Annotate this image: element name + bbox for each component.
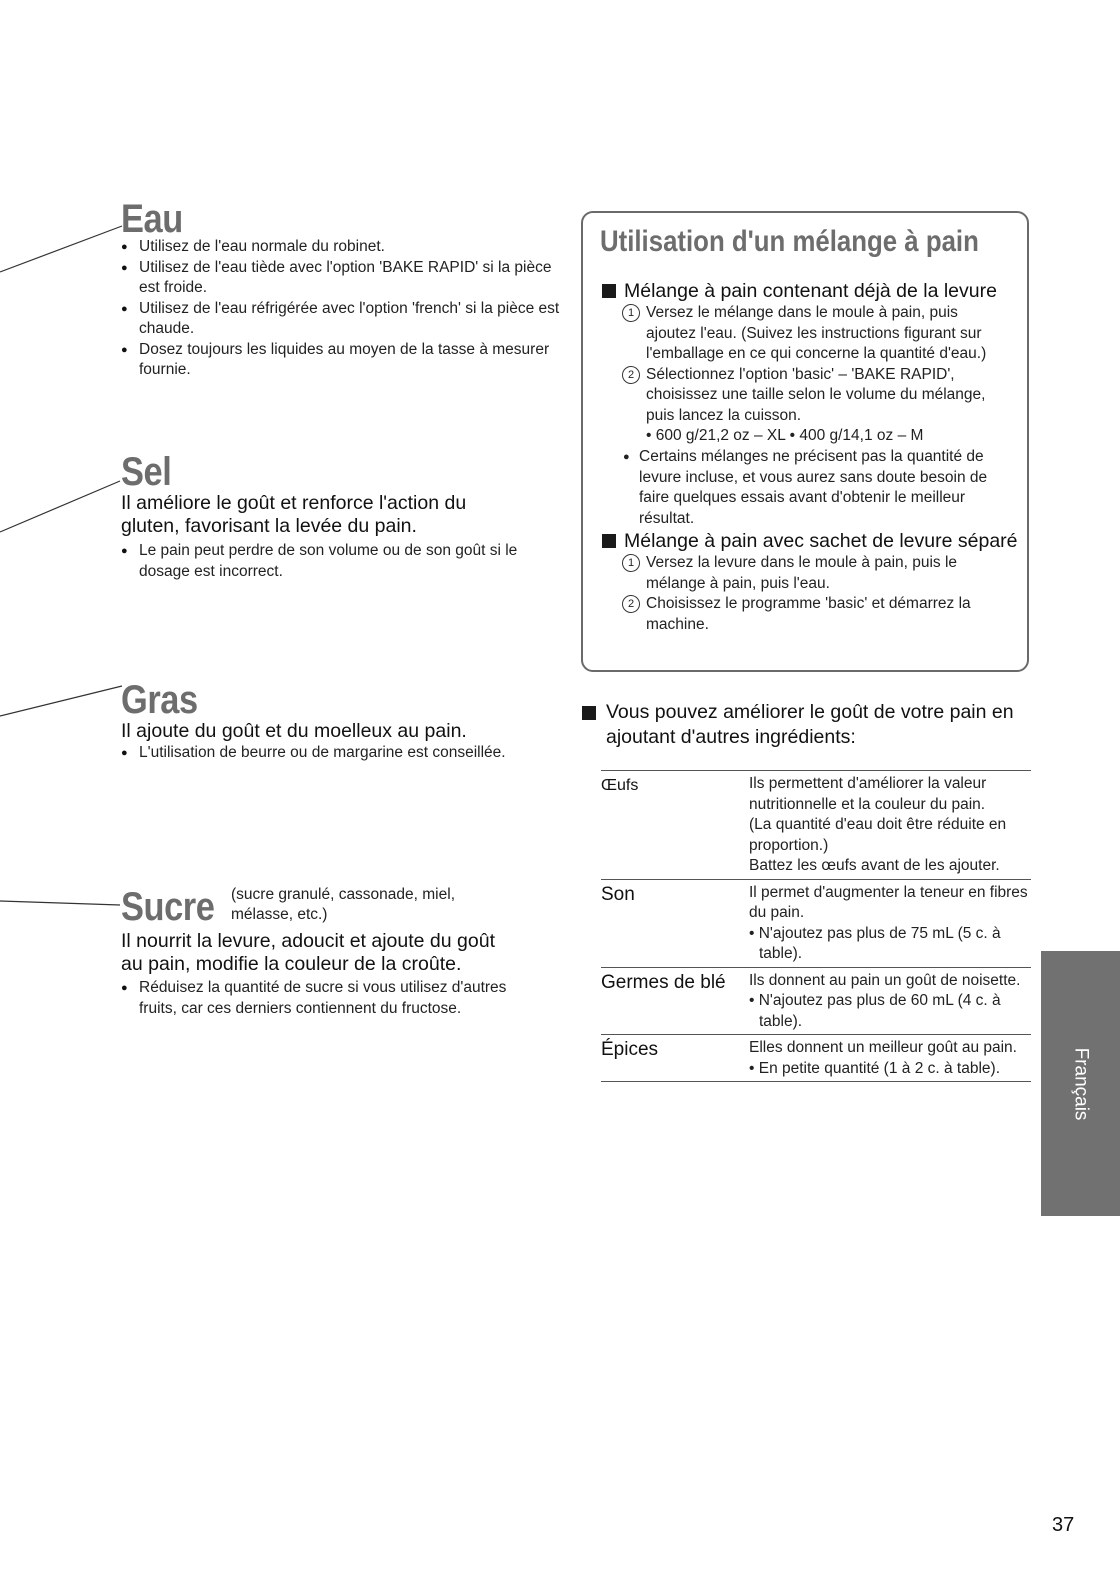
panel-subheading-2 <box>602 530 1018 553</box>
description-line: Elles donnent un meilleur goût au pain. <box>749 1039 1017 1056</box>
ingredient-name: Germes de blé <box>601 971 726 993</box>
table-row <box>601 967 1031 1035</box>
sucre-leader-line <box>0 901 120 905</box>
sucre-title: Sucre <box>121 885 215 929</box>
step-text: Versez la levure dans le moule à pain, puis le mélange à pain, puis l'eau. <box>646 554 958 592</box>
list-item: ● Le pain peut perdre de son volume ou de son goût si le dosage est incorrect. <box>121 541 521 582</box>
description-line: (La quantité d'eau doit être réduite en proportion.) <box>749 816 1007 854</box>
description-line: • En petite quantité (1 à 2 c. à table). <box>749 1059 1000 1077</box>
sel-title: Sel <box>121 450 172 494</box>
sucre-bullet-list <box>121 978 521 1019</box>
language-tab-label: Français <box>1070 1047 1092 1120</box>
step-text: Sélectionnez l'option 'basic' – 'BAKE RAPID', choisissez une taille selon le volume du mélange, puis lancez la cuisson. <box>646 365 986 424</box>
panel-subheading-1 <box>602 280 997 303</box>
description-line: Il permet d'augmenter la teneur en fibres du pain. <box>749 883 1028 921</box>
panel-subheading-1-label: Mélange à pain contenant déjà de la levure <box>624 280 997 302</box>
sel-leader-line <box>0 481 120 532</box>
list-item: ● Dosez toujours les liquides au moyen de la tasse à mesurer fournie. <box>121 340 571 381</box>
step-text: Choisissez le programme 'basic' et démarrez la machine. <box>646 595 971 633</box>
sucre-intro: Il nourrit la levure, adoucit et ajoute du goût au pain, modifie la couleur de la croûte. <box>121 930 495 975</box>
ingredient-description <box>749 771 1031 880</box>
gras-bullet-list <box>121 743 541 764</box>
ingredient-description <box>749 879 1031 967</box>
ingredient-name: Œufs <box>601 777 639 794</box>
circled-number-icon: 2 <box>622 595 640 613</box>
description-line: • N'ajoutez pas plus de 75 mL (5 c. à table). <box>749 924 1001 962</box>
table-row <box>601 1035 1031 1082</box>
eau-leader-line <box>0 226 122 272</box>
gras-title: Gras <box>121 678 198 722</box>
circled-number-icon: 2 <box>622 366 640 384</box>
panel-note-list <box>623 447 1015 529</box>
description-line: Ils donnent au pain un goût de noisette. <box>749 971 1021 989</box>
list-item: ● Utilisez de l'eau tiède avec l'option 'BAKE RAPID' si la pièce est froide. <box>121 258 571 299</box>
sel-intro: Il améliore le goût et renforce l'action du gluten, favorisant la levée du pain. <box>121 492 467 537</box>
description-line: Battez les œufs avant de les ajouter. <box>749 857 1000 874</box>
list-item: ● Réduisez la quantité de sucre si vous utilisez d'autres fruits, car ces derniers contiennent du fructose. <box>121 978 521 1019</box>
step-text: Versez le mélange dans le moule à pain, puis ajoutez l'eau. (Suivez les instructions figurant sur l'emballage en ce qui concerne la quantité d'eau.) <box>646 304 987 362</box>
list-item: ● Certains mélanges ne précisent pas la quantité de levure incluse, et vous aurez sans doute besoin de faire quelques essais avant d'obtenir le meilleur résultat. <box>623 447 1015 529</box>
ingredients-table <box>601 770 1031 1082</box>
table-row <box>601 879 1031 967</box>
leader-lines <box>0 0 130 1000</box>
circled-number-icon: 1 <box>622 304 640 322</box>
gras-intro: Il ajoute du goût et du moelleux au pain. <box>121 720 467 742</box>
improve-heading <box>582 700 1046 750</box>
list-item <box>622 553 1012 594</box>
size-options: • 600 g/21,2 oz – XL • 400 g/14,1 oz – M <box>646 427 924 444</box>
sel-bullet-list <box>121 541 521 582</box>
square-bullet-icon <box>582 706 596 720</box>
circled-number-icon: 1 <box>622 554 640 572</box>
ingredient-name: Épices <box>601 1039 659 1060</box>
improve-heading-label: Vous pouvez améliorer le goût de votre pain en ajoutant d'autres ingrédients: <box>606 701 1014 748</box>
panel-steps-2 <box>622 553 1012 635</box>
ingredient-description <box>749 967 1031 1035</box>
list-item: ● Utilisez de l'eau réfrigérée avec l'option 'french' si la pièce est chaude. <box>121 299 571 340</box>
panel-title: Utilisation d'un mélange à pain <box>600 225 979 258</box>
page-number: 37 <box>1052 1514 1075 1536</box>
eau-bullet-list <box>121 237 571 381</box>
language-tab-label-wrap <box>1041 951 1120 1216</box>
description-line: Ils permettent d'améliorer la valeur nutritionnelle et la couleur du pain. <box>749 775 987 813</box>
list-item: ● Utilisez de l'eau normale du robinet. <box>121 237 571 258</box>
list-item <box>622 303 1007 365</box>
list-item <box>622 594 1012 635</box>
panel-subheading-2-label: Mélange à pain avec sachet de levure séparé <box>624 530 1018 552</box>
square-bullet-icon <box>602 284 616 298</box>
table-row <box>601 771 1031 880</box>
ingredient-description <box>749 1035 1031 1082</box>
description-line: • N'ajoutez pas plus de 60 mL (4 c. à table). <box>749 992 1001 1030</box>
square-bullet-icon <box>602 534 616 548</box>
list-item: ● L'utilisation de beurre ou de margarine est conseillée. <box>121 743 541 764</box>
gras-leader-line <box>0 686 122 716</box>
eau-title: Eau <box>121 197 183 241</box>
list-item <box>622 365 1007 427</box>
panel-steps-1 <box>622 303 1007 426</box>
ingredient-name: Son <box>601 883 635 905</box>
sucre-note: (sucre granulé, cassonade, miel, mélasse, etc.) <box>231 886 456 923</box>
